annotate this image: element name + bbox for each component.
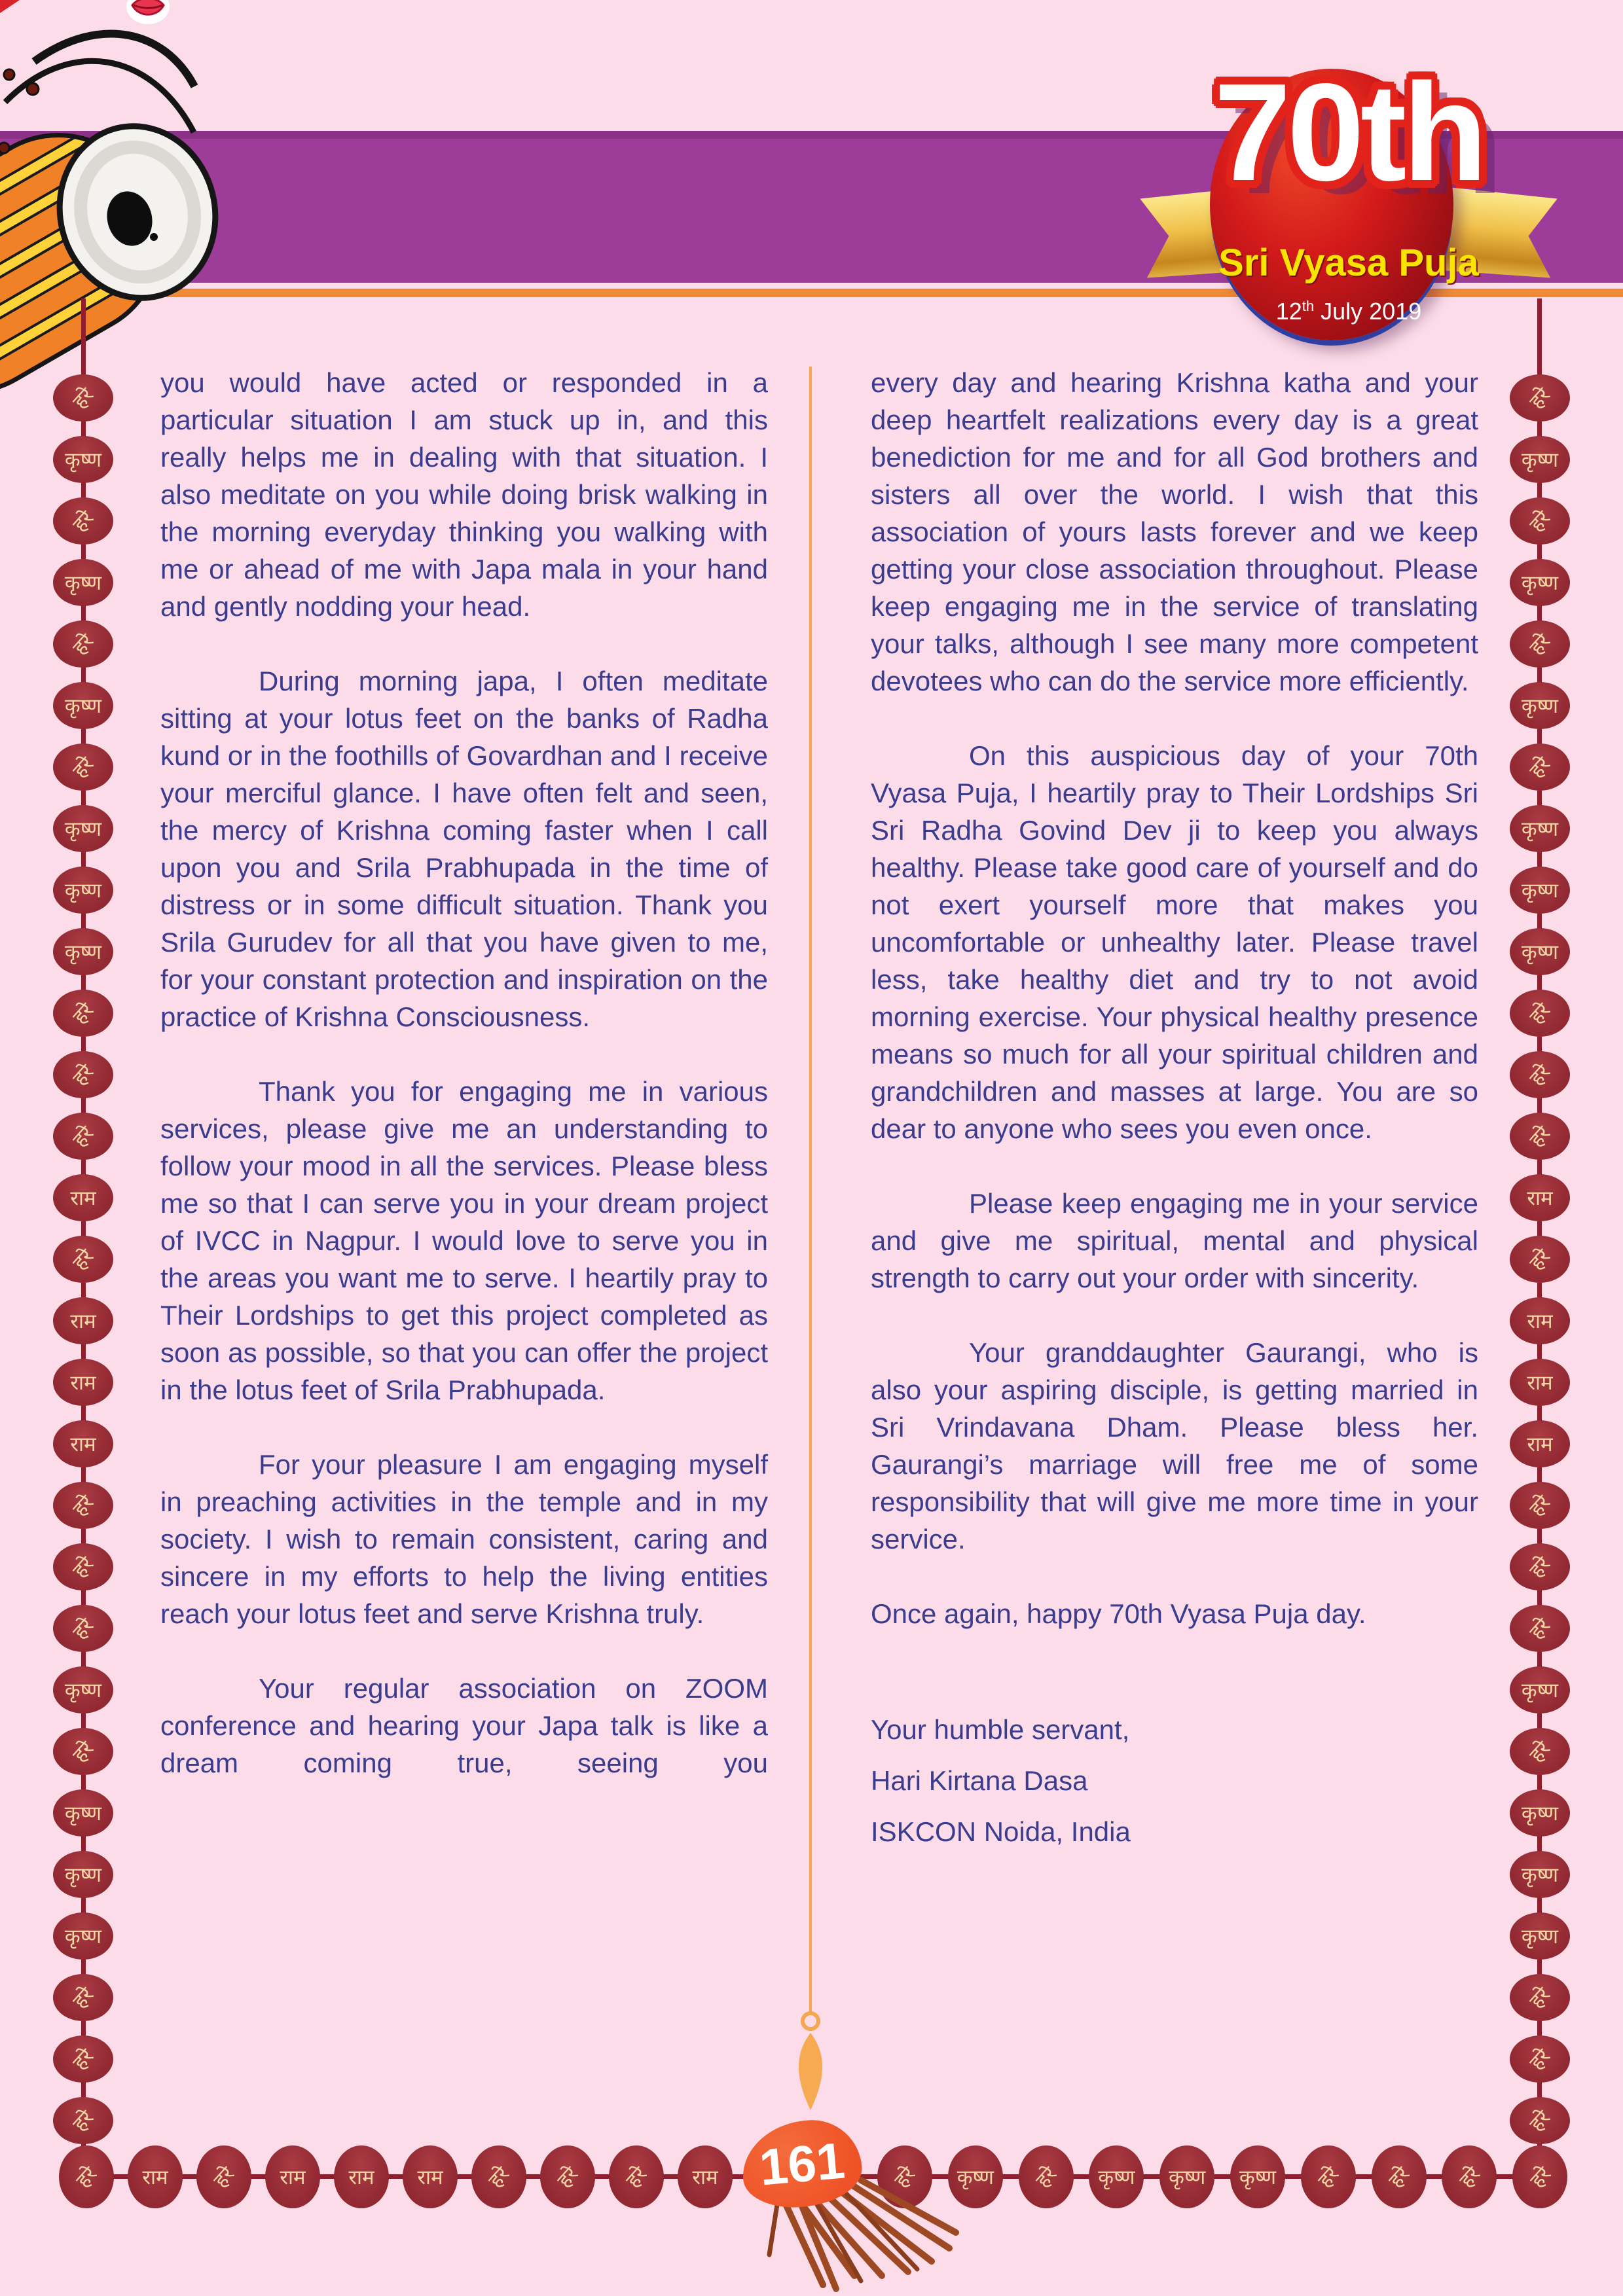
mantra-bead-label: कृष्ण — [1098, 2166, 1135, 2189]
drum-strap-icon — [5, 61, 194, 132]
mantra-bead — [1510, 1174, 1570, 1221]
letter-paragraph: Your granddaughter Gaurangi, who is also your aspiring disciple, is getting married in Sri Vrindavana Dham. Please bless her. Gaurangi’s marriage will free me of some responsibility that will give me more time in your service. — [871, 1337, 1478, 1554]
mantra-bead — [1510, 2097, 1570, 2144]
mantra-bead — [53, 2097, 113, 2144]
mantra-bead-label: हरे — [1031, 2162, 1062, 2193]
drum-peg-icon — [4, 69, 14, 80]
mantra-bead-label: हरे — [1525, 383, 1556, 414]
mantra-bead — [59, 2145, 114, 2208]
mantra-bead-label: कृष्ण — [1521, 1863, 1559, 1887]
mantra-bead-label: हरे — [68, 383, 99, 414]
mantra-bead-label: कृष्ण — [64, 817, 102, 841]
mantra-bead — [1510, 2036, 1570, 2083]
mantra-bead-label: हरे — [68, 1982, 99, 2013]
drum-peg-icon — [27, 83, 39, 95]
mantra-bead-label: हरे — [68, 1121, 99, 1152]
letter-paragraph: Thank you for engaging me in various services, please give me an understanding to follow your mood in all the services. Please bless me so that I can serve you in your dream project of IVCC in Nagpur. I would love to serve you in the areas you want me to serve. I heartily pray to Their Lordships to get this project completed as soon as possible, so that you can offer the project in the lotus feet of Srila Prabhupada. — [160, 1076, 768, 1405]
mantra-bead — [1510, 1297, 1570, 1344]
mantra-bead — [1510, 744, 1570, 791]
mantra-bead — [1442, 2145, 1497, 2208]
mantra-bead-label: हरे — [1525, 1490, 1556, 1521]
mantra-bead-label: कृष्ण — [64, 694, 102, 718]
mantra-bead-label: राम — [1527, 1187, 1553, 1210]
mantra-bead-label: हरे — [68, 2044, 99, 2075]
lips-decoration-icon — [124, 0, 172, 30]
mantra-bead — [53, 1666, 113, 1713]
mantra-bead-label: हरे — [1525, 506, 1556, 537]
mantra-bead — [53, 1359, 113, 1406]
mantra-bead — [334, 2145, 389, 2208]
mantra-bead-label: कृष्ण — [1239, 2166, 1277, 2189]
mantra-bead — [53, 436, 113, 483]
mantra-bead-label: हरे — [1384, 2162, 1415, 2193]
mantra-bead-label: हरे — [890, 2162, 921, 2193]
mantra-bead — [678, 2145, 733, 2208]
mantra-bead-label: हरे — [68, 1060, 99, 1090]
mantra-bead-label: हरे — [1525, 998, 1556, 1029]
signature-line: ISKCON Noida, India — [871, 1816, 1131, 1847]
signature-line: Your humble servant, — [871, 1714, 1130, 1745]
mantra-bead — [53, 374, 113, 422]
mantra-bead — [53, 1420, 113, 1467]
mantra-bead — [1510, 620, 1570, 668]
mantra-bead-label: कृष्ण — [64, 1925, 102, 1948]
signature-block — [871, 1704, 1478, 1857]
mantra-bead — [1089, 2145, 1144, 2208]
mantra-bead — [53, 1482, 113, 1529]
mantra-bead-label: कृष्ण — [64, 571, 102, 595]
signature-line: Hari Kirtana Dasa — [871, 1765, 1088, 1796]
mantra-bead — [1510, 1728, 1570, 1775]
mantra-bead — [53, 1543, 113, 1590]
mantra-bead-label: हरे — [1525, 1060, 1556, 1090]
letter-paragraph: For your pleasure I am engaging myself in preaching activities in the temple and in my society. I wish to remain consistent, caring and sincere in my efforts to help the living entities reach your lotus feet and serve Krishna truly. — [160, 1449, 768, 1629]
mantra-bead-label: राम — [70, 1433, 96, 1456]
mantra-bead-label: हरे — [1525, 1982, 1556, 2013]
divider-drop-icon — [786, 2011, 835, 2115]
letter-paragraph: Once again, happy 70th Vyasa Puja day. — [871, 1598, 1366, 1629]
mantra-bead — [540, 2145, 595, 2208]
mantra-bead-label: राम — [348, 2166, 374, 2189]
mantra-bead-label: कृष्ण — [1521, 571, 1559, 595]
mantra-bead-label: हरे — [68, 1552, 99, 1583]
mantra-bead-label: हरे — [1525, 2106, 1556, 2136]
mantra-bead — [53, 1113, 113, 1160]
mantra-bead — [128, 2145, 183, 2208]
mantra-bead — [265, 2145, 320, 2208]
mantra-bead-label: राम — [70, 1187, 96, 1210]
mantra-bead-label: हरे — [484, 2162, 515, 2193]
letter-paragraph: Your regular association on ZOOM conference and hearing your Japa talk is like a dream coming true, seeing you — [160, 1673, 768, 1778]
mantra-bead — [53, 1297, 113, 1344]
drum-strap-icon — [34, 34, 194, 86]
letter-paragraph: On this auspicious day of your 70th Vyasa Puja, I heartily pray to Their Lordships Sri Sri Radha Govind Dev ji to keep you always healthy. Please take good care of yourself and do not exert yourself more that makes you uncomfortable or unhealthy later. Please travel less, take healthy diet and try to not avoid morning exercise. Your physical healthy presence means so much for all your spiritual children and grandchildren and masses at large. You are so dear to anyone who sees you even once. — [871, 740, 1478, 1144]
mantra-bead — [609, 2145, 664, 2208]
mridanga-drum-icon — [0, 0, 244, 399]
mantra-bead — [1230, 2145, 1285, 2208]
mantra-bead — [53, 1851, 113, 1898]
mantra-bead-label: राम — [1527, 1310, 1553, 1333]
mantra-bead — [1510, 1666, 1570, 1713]
mantra-bead — [53, 2036, 113, 2083]
column-divider — [809, 367, 812, 2015]
mantra-bead-label: हरे — [1525, 2162, 1556, 2193]
vyasa-puja-70th-logo — [1139, 39, 1558, 367]
mantra-bead — [53, 744, 113, 791]
mantra-bead-label: कृष्ण — [1521, 694, 1559, 718]
mantra-bead — [53, 559, 113, 606]
mantra-bead-label: कृष्ण — [64, 941, 102, 964]
mantra-bead-label: कृष्ण — [1521, 448, 1559, 472]
mantra-bead-label: हरे — [1525, 1121, 1556, 1152]
mantra-bead — [1510, 1113, 1570, 1160]
logo-date-suffix: th — [1302, 298, 1315, 314]
mantra-bead — [53, 620, 113, 668]
mantra-bead — [1510, 1974, 1570, 2021]
mantra-bead-label: हरे — [68, 998, 99, 1029]
mantra-bead-label: हरे — [621, 2162, 652, 2193]
mantra-bead-label: कृष्ण — [1521, 1802, 1559, 1825]
mantra-bead-label: कृष्ण — [1521, 817, 1559, 841]
mantra-bead-label: हरे — [68, 1736, 99, 1767]
mantra-bead — [1510, 374, 1570, 422]
mantra-bead-label: कृष्ण — [1521, 1679, 1559, 1702]
mantra-bead — [53, 1174, 113, 1221]
mantra-bead-label: कृष्ण — [957, 2166, 994, 2189]
mantra-bead-label: हरे — [68, 506, 99, 537]
mantra-bead-label: हरे — [68, 1490, 99, 1521]
mantra-bead-label: राम — [692, 2166, 718, 2189]
mantra-bead — [1510, 436, 1570, 483]
mantra-bead-label: हरे — [68, 1613, 99, 1644]
mantra-bead-label: राम — [70, 1310, 96, 1333]
mantra-bead — [53, 867, 113, 914]
mantra-bead-label: हरे — [1525, 629, 1556, 660]
letter-paragraph: every day and hearing Krishna katha and your deep heartfelt realizations every day is a great benediction for me and for all God brothers and sisters all over the world. I wish that this association of yours lasts forever and we keep getting your close association throughout. Please keep engaging me in the service of translating your talks, although I see many more competent devotees who can do the service more efficiently. — [871, 367, 1478, 696]
logo-subtitle: Sri Vyasa Puja — [1218, 242, 1479, 284]
mantra-bead-label: हरे — [71, 2162, 102, 2193]
mantra-bead — [1512, 2145, 1567, 2208]
letter-paragraph: During morning japa, I often meditate sitting at your lotus feet on the banks of Radha kund or in the foothills of Govardhan and I receive your merciful glance. I have often felt and seen, the mercy of Krishna coming faster when I call upon you and Srila Prabhupada in the time of distress or in some difficult situation. Thank you Srila Gurudev for all that you have given to me, for your constant protection and inspiration on the practice of Krishna Consciousness. — [160, 666, 768, 1032]
mantra-bead — [53, 928, 113, 975]
letter-left-column — [160, 364, 768, 1819]
mantra-bead — [1510, 682, 1570, 729]
mantra-bead-label: हरे — [68, 2106, 99, 2136]
mantra-bead-label: हरे — [1313, 2162, 1344, 2193]
mantra-bead-label: राम — [417, 2166, 443, 2189]
mantra-bead-label: हरे — [1525, 1613, 1556, 1644]
mantra-bead-label: हरे — [209, 2162, 240, 2193]
mantra-bead — [403, 2145, 458, 2208]
mantra-bead — [1510, 1851, 1570, 1898]
mantra-bead-label: राम — [1527, 1371, 1553, 1395]
mantra-bead-label: हरे — [553, 2162, 583, 2193]
logo-date-day: 12 — [1275, 298, 1302, 325]
mantra-bead — [1510, 867, 1570, 914]
mantra-bead-label: हरे — [68, 1244, 99, 1275]
mantra-bead-label: कृष्ण — [1521, 1925, 1559, 1948]
mantra-bead — [53, 1236, 113, 1283]
mantra-bead — [1301, 2145, 1356, 2208]
mantra-bead — [1019, 2145, 1074, 2208]
mantra-bead-label: कृष्ण — [64, 1802, 102, 1825]
mantra-bead — [1510, 1420, 1570, 1467]
mantra-bead-label: हरे — [1455, 2162, 1486, 2193]
mantra-bead — [1510, 1482, 1570, 1529]
mantra-bead-label: राम — [280, 2166, 306, 2189]
mantra-bead — [1159, 2145, 1214, 2208]
mantra-bead — [1510, 559, 1570, 606]
mantra-bead — [471, 2145, 526, 2208]
mantra-bead-label: कृष्ण — [64, 448, 102, 472]
mantra-bead-label: हरे — [1525, 2044, 1556, 2075]
letter-paragraph: you would have acted or responded in a particular situation I am stuck up in, and this really helps me in dealing with that situation. I also meditate on you while doing brisk walking in the morning everyday thinking you walking with me or ahead of me with Japa mala in your hand and gently nodding your head. — [160, 367, 768, 622]
mantra-bead — [53, 990, 113, 1037]
letter-right-column — [871, 364, 1478, 1857]
mantra-bead — [1510, 1543, 1570, 1590]
mantra-bead — [1510, 1236, 1570, 1283]
logo-date — [1139, 298, 1558, 325]
mantra-bead — [53, 1974, 113, 2021]
mantra-bead-label: हरे — [1525, 1244, 1556, 1275]
mantra-bead-label: कृष्ण — [64, 1863, 102, 1887]
mantra-bead-label: हरे — [1525, 1736, 1556, 1767]
mantra-bead — [196, 2145, 251, 2208]
mantra-bead — [1510, 1605, 1570, 1652]
mantra-bead — [1510, 1912, 1570, 1960]
mantra-bead — [1510, 805, 1570, 852]
mantra-bead — [1372, 2145, 1427, 2208]
mantra-bead — [1510, 1359, 1570, 1406]
mantra-bead-label: हरे — [1525, 1552, 1556, 1583]
mantra-bead-label: राम — [70, 1371, 96, 1395]
mantra-bead — [53, 805, 113, 852]
mantra-bead-label: कृष्ण — [1169, 2166, 1206, 2189]
mantra-bead-label: हरे — [68, 752, 99, 783]
drum-peg-icon — [0, 143, 9, 153]
mantra-bead-label: कृष्ण — [64, 1679, 102, 1702]
mantra-bead-label: राम — [1527, 1433, 1553, 1456]
mantra-bead — [1510, 1051, 1570, 1098]
page-number: 161 — [757, 2130, 847, 2197]
mantra-bead — [1510, 990, 1570, 1037]
mantra-bead — [1510, 928, 1570, 975]
letter-paragraph: Please keep engaging me in your service and give me spiritual, mental and physical strength to carry out your order with sincerity. — [871, 1188, 1478, 1293]
mantra-bead-label: हरे — [1525, 752, 1556, 783]
mantra-bead — [53, 1051, 113, 1098]
logo-title: 70th — [1214, 54, 1484, 209]
mantra-bead — [53, 1789, 113, 1837]
mantra-bead-label: कृष्ण — [1521, 879, 1559, 903]
mantra-bead — [53, 497, 113, 545]
mantra-bead — [53, 1605, 113, 1652]
mantra-bead-label: राम — [142, 2166, 168, 2189]
logo-date-rest: July 2019 — [1314, 298, 1422, 325]
mantra-bead-label: हरे — [68, 629, 99, 660]
mantra-bead — [1510, 1789, 1570, 1837]
mantra-bead — [1510, 497, 1570, 545]
mantra-bead — [53, 1728, 113, 1775]
mantra-bead — [53, 682, 113, 729]
mantra-bead-label: कृष्ण — [64, 879, 102, 903]
mantra-bead-label: कृष्ण — [1521, 941, 1559, 964]
mantra-bead — [53, 1912, 113, 1960]
